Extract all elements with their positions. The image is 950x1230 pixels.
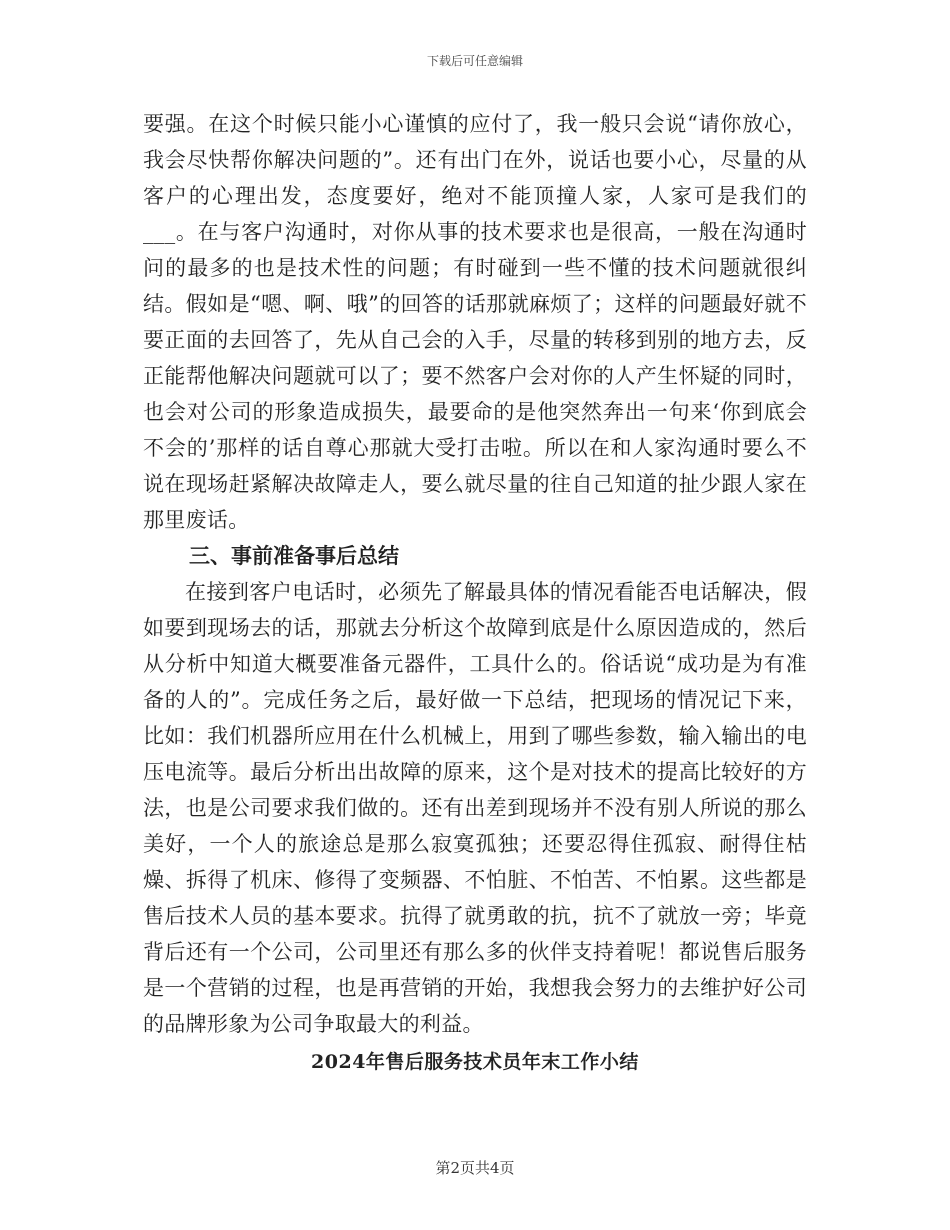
document-title: 2024年售后服务技术员年末工作小结 [311,1051,639,1073]
document-body [143,106,807,1080]
page-number-footer: 第2页共4页 [435,1159,515,1177]
page-header-note: 下载后可任意编辑 [426,54,523,68]
body-paragraph: 在接到客户电话时，必须先了解最具体的情况看能否电话解决，假如要到现场去的话，那就去分析这个故障到底是什么原因造成的，然后从分析中知道大概要准备元器件，工具什么的。俗话说“成功是为有准备的人的”。完成任务之后，最好做一下总结，把现场的情况记下来，比如：我们机器所应用在什么机械上，用到了哪些参数，输入输出的电压电流等。最后分析出出故障的原来，这个是对技术的提高比较好的方法，也是公司要求我们做的。还有出差到现场并不没有别人所说的那么美好，一个人的旅途总是那么寂寞孤独；还要忍得住孤寂、耐得住枯燥、拆得了机床、修得了变频器、不怕脏、不怕苦、不怕累。这些都是售后技术人员的基本要求。抗得了就勇敢的抗，抗不了就放一旁；毕竟背后还有一个公司，公司里还有那么多的伙伴支持着呢！都说售后服务是一个营销的过程，也是再营销的开始，我想我会努力的去维护好公司的品牌形象为公司争取最大的利益。 [143,580,807,1036]
body-paragraph-continued: 要强。在这个时候只能小心谨慎的应付了，我一般只会说“请你放心，我会尽快帮你解决问题的”。还有出门在外，说话也要小心，尽量的从客户的心理出发，态度要好，绝对不能顶撞人家，人家可是我们的___。在与客户沟通时，对你从事的技术要求也是很高，一般在沟通时问的最多的也是技术性的问题；有时碰到一些不懂的技术问题就很纠结。假如是“嗯、啊、哦”的回答的话那就麻烦了；这样的问题最好就不要正面的去回答了，先从自己会的入手，尽量的转移到别的地方去，反正能帮他解决问题就可以了；要不然客户会对你的人产生怀疑的同时，也会对公司的形象造成损失，最要命的是他突然奔出一句来‘你到底会不会的’那样的话自尊心那就大受打击啦。所以在和人家沟通时要么不说在现场赶紧解决故障走人，要么就尽量的往自己知道的扯少跟人家在那里废话。 [143,112,807,532]
section-heading: 三、事前准备事后总结 [189,543,399,568]
